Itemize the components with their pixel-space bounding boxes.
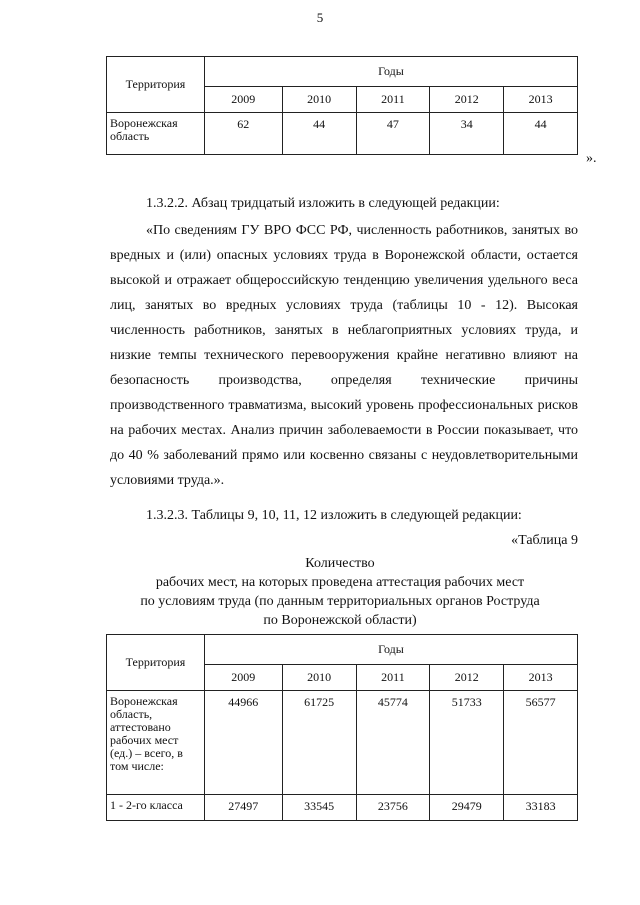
table-1-year: 2013 [504, 87, 578, 113]
table-9-year: 2012 [430, 665, 504, 691]
table-9-row-label-line: рабочих мест [110, 733, 179, 747]
paragraph-line: численность работников, занятых в неблагоприятных условиях труда, и [110, 323, 578, 338]
paragraph-line: лиц, занятых во вредных условиях труда (таблицы 10 - 12). Высокая [110, 298, 578, 313]
paragraph-line: «По сведениям ГУ ВРО ФСС РФ, численность работников, занятых во [146, 223, 578, 238]
table-9-territory-header: Территория [107, 635, 205, 691]
table-9-row-label-line: том числе: [110, 759, 164, 773]
closing-quote: ». [586, 151, 597, 166]
paragraph-line: производственного травматизма, высокий уровень профессиональных рисков [110, 398, 578, 413]
paragraph-line: вредных и (или) опасных условиях труда в Воронежской области, остается [110, 248, 578, 263]
table-1-cell: 44 [504, 113, 578, 155]
table-9-row-label-line: область, [110, 707, 153, 721]
table-9-cell: 61725 [282, 691, 356, 795]
table-1-row-label: Воронежская область [107, 113, 205, 155]
paragraph-line: условиями труда.». [110, 473, 225, 488]
table-9-cell: 51733 [430, 691, 504, 795]
table-9-row-label-line: (ед.) – всего, в [110, 746, 183, 760]
paragraph-line: до 40 % заболеваний прямо или косвенно связаны с неудовлетворительными [110, 448, 578, 463]
table-9-cell: 29479 [430, 795, 504, 821]
paragraph-line: высокой и отражает общероссийскую тенденцию увеличения удельного веса [110, 273, 578, 288]
table-9-cell: 45774 [356, 691, 430, 795]
paragraph-line: безопасность производства, определяя технические причины [110, 373, 578, 388]
table-9-cell: 44966 [204, 691, 282, 795]
table-9-years-header: Годы [204, 635, 577, 665]
table-9-cell: 33183 [504, 795, 578, 821]
table-9-year: 2011 [356, 665, 430, 691]
table-1-year: 2009 [204, 87, 282, 113]
table-9-row-label-line: аттестовано [110, 720, 171, 734]
table-1 [106, 56, 578, 155]
page-number: 5 [316, 10, 324, 25]
paragraph-line: низкие темпы технического перевооружения крайне негативно влияют на [110, 348, 578, 363]
table-9-year: 2009 [204, 665, 282, 691]
table-1-cell: 34 [430, 113, 504, 155]
table-9 [106, 634, 578, 821]
table-9-title [100, 554, 580, 630]
table-1-cell: 47 [356, 113, 430, 155]
table-9-title-line: рабочих мест, на которых проведена аттестация рабочих мест [155, 575, 525, 590]
table-1-territory-header: Территория [107, 57, 205, 113]
table-9-title-line: по условиям труда (по данным территориальных органов Роструда [140, 594, 540, 609]
table-9-cell: 33545 [282, 795, 356, 821]
table-9-row-label: 1 - 2-го класса [107, 795, 205, 821]
table-9-label: «Таблица 9 [511, 533, 578, 548]
table-9-title-line: Количество [305, 556, 375, 571]
table-1-years-header: Годы [204, 57, 577, 87]
table-1-year: 2010 [282, 87, 356, 113]
table-9-cell: 27497 [204, 795, 282, 821]
item-1-3-2-3: 1.3.2.3. Таблицы 9, 10, 11, 12 изложить в следующей редакции: [146, 508, 522, 523]
table-1-cell: 62 [204, 113, 282, 155]
item-1-3-2-2: 1.3.2.2. Абзац тридцатый изложить в следующей редакции: [146, 196, 500, 211]
table-9-title-line: по Воронежской области) [263, 613, 417, 628]
table-9-row-label-line: Воронежская [110, 694, 178, 708]
paragraph-line: на рабочих местах. Анализ причин заболеваемости в России показывает, что [110, 423, 578, 438]
table-9-cell: 56577 [504, 691, 578, 795]
table-9-year: 2010 [282, 665, 356, 691]
table-1-cell: 44 [282, 113, 356, 155]
table-1-year: 2011 [356, 87, 430, 113]
table-9-row-label [107, 691, 205, 795]
table-9-year: 2013 [504, 665, 578, 691]
table-9-cell: 23756 [356, 795, 430, 821]
table-1-year: 2012 [430, 87, 504, 113]
